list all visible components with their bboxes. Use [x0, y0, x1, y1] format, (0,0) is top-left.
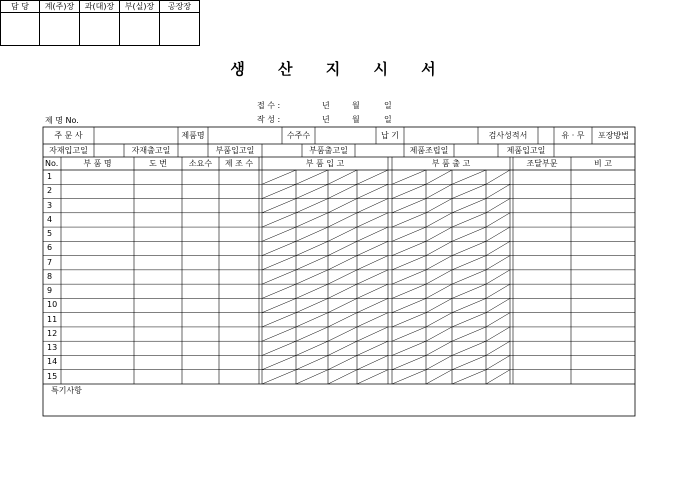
document-title: 생 산 지 시 서 — [230, 60, 450, 78]
product-name-label: 제품명 — [181, 131, 205, 140]
product-name-field[interactable] — [208, 131, 282, 141]
receipt-label: 접 수 : — [257, 101, 281, 110]
material-in-label: 자재입고일 — [49, 146, 88, 155]
col-no-header: No. — [45, 159, 59, 168]
orderer-field[interactable] — [94, 131, 178, 141]
col-parts-out-header: 부 품 출 고 — [431, 159, 471, 168]
row-number: 10 — [47, 300, 58, 310]
col-production-header: 제 조 수 — [224, 159, 254, 168]
col-remarks-header: 비 고 — [594, 159, 612, 168]
row-number: 2 — [47, 186, 53, 196]
row-number: 9 — [47, 286, 53, 296]
doc-no-label: 제 명 No. — [45, 116, 79, 125]
written-month: 월 — [352, 115, 360, 124]
receipt-month: 월 — [352, 101, 360, 110]
notes-label: 특기사항 — [51, 386, 82, 395]
inspection-label: 검사성적서 — [488, 131, 528, 140]
col-parts-in-header: 부 품 입 고 — [305, 159, 345, 168]
approval-header-section: 과(대)장 — [80, 1, 120, 13]
row-number: 4 — [47, 214, 53, 224]
col-required-header: 소요수 — [188, 159, 213, 168]
col-dept-header: 조달부문 — [526, 159, 558, 168]
row-number: 12 — [47, 328, 58, 338]
product-in-label: 제품입고일 — [506, 146, 546, 155]
delivery-label: 납 기 — [381, 131, 399, 140]
material-out-label: 자재출고일 — [131, 146, 171, 155]
receipt-year: 년 — [322, 101, 330, 110]
approval-header-dept: 부(실)장 — [120, 1, 160, 13]
approval-header-plant: 공장장 — [160, 1, 200, 13]
delivery-field[interactable] — [404, 131, 478, 141]
row-number: 14 — [47, 357, 58, 367]
assembly-label: 제품조립일 — [409, 146, 449, 155]
parts-in-label: 부품입고일 — [215, 146, 255, 155]
yes-no-label: 유 · 무 — [561, 131, 585, 140]
row-number: 13 — [47, 343, 58, 353]
approval-header-staff: 담 당 — [1, 1, 40, 13]
orderer-label: 주 문 사 — [54, 131, 83, 140]
row-number: 3 — [47, 200, 53, 210]
row-number: 5 — [47, 229, 53, 239]
approval-header-chief: 계(주)장 — [40, 1, 80, 13]
row-number: 6 — [47, 243, 53, 253]
packing-label: 포장방법 — [598, 131, 629, 140]
row-number: 11 — [47, 314, 58, 324]
parts-out-label: 부품출고일 — [309, 146, 348, 155]
quantity-field[interactable] — [315, 131, 376, 141]
col-part-name-header: 부 품 명 — [83, 159, 112, 168]
row-number: 1 — [47, 172, 53, 181]
receipt-day: 일 — [384, 101, 392, 110]
written-label: 작 성 : — [257, 115, 281, 124]
row-number: 8 — [47, 271, 53, 281]
row-number: 7 — [47, 257, 53, 267]
written-year: 년 — [322, 115, 330, 124]
quantity-label: 수주수 — [286, 131, 311, 140]
row-number: 15 — [47, 371, 58, 381]
written-day: 일 — [384, 115, 392, 124]
col-drawing-header: 도 번 — [149, 159, 167, 168]
notes-field[interactable] — [44, 396, 634, 415]
